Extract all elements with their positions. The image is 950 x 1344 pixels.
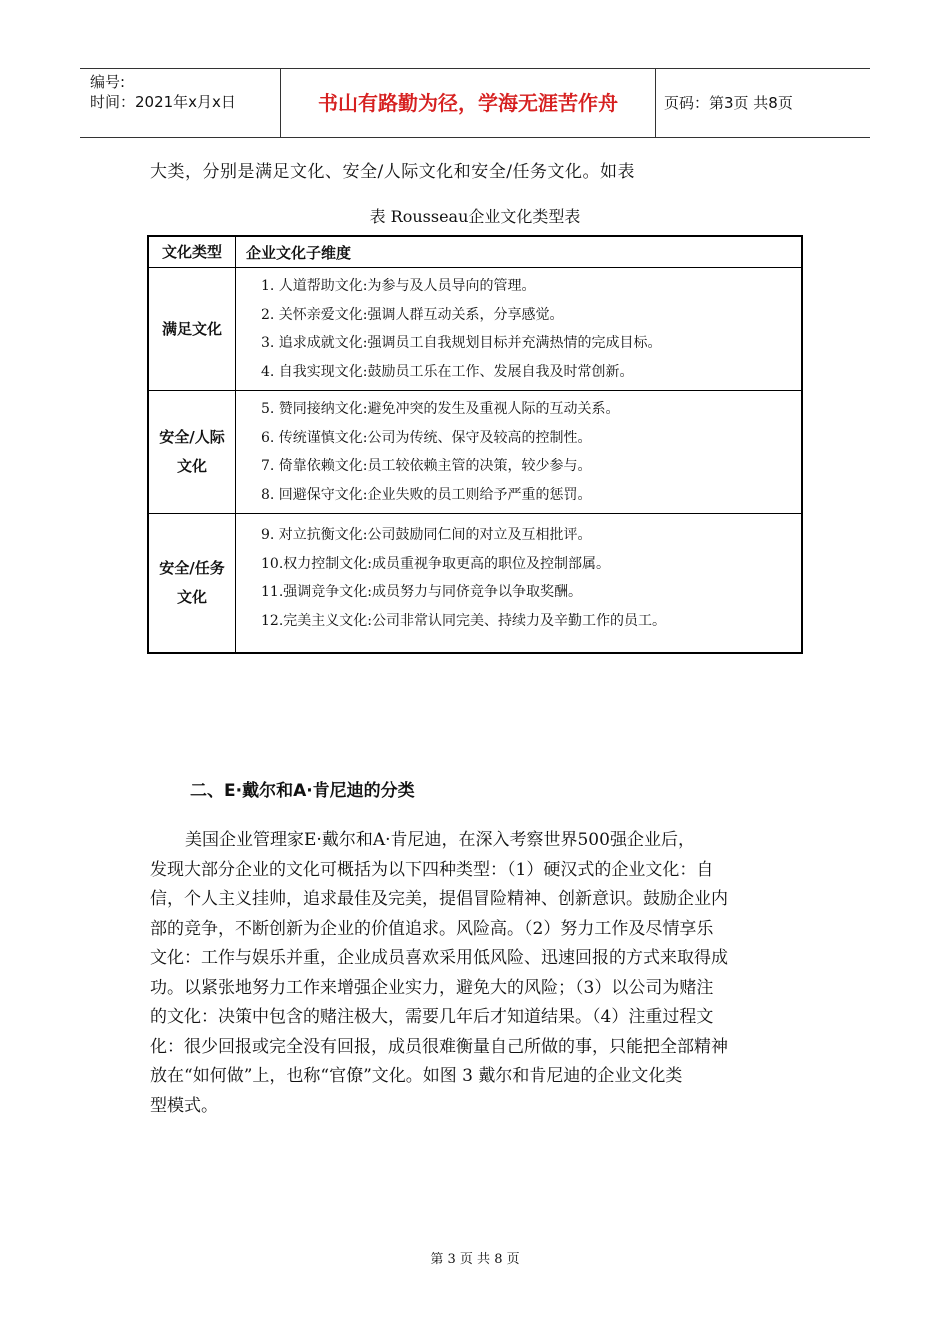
category-label: 安全/任务	[159, 559, 225, 577]
list-item: 4. 自我实现文化:鼓励员工乐在工作、发展自我及时常创新。	[261, 363, 634, 380]
header-page-info: 页码：第3页 共8页	[664, 94, 793, 112]
body-line: 文化：工作与娱乐并重，企业成员喜欢采用低风险、迅速回报的方式来取得成	[150, 948, 728, 968]
body-line: 化：很少回报或完全没有回报，成员很难衡量自己所做的事，只能把全部精神	[150, 1036, 728, 1057]
list-item: 11.强调竞争文化:成员努力与同侪竞争以争取奖酬。	[261, 584, 582, 600]
list-item: 1. 人道帮助文化:为参与及人员导向的管理。	[261, 278, 536, 294]
items-cell	[236, 514, 803, 654]
col-header-dimensions: 企业文化子维度	[236, 236, 803, 268]
serial-label: 编号:	[90, 73, 126, 91]
category-label: 满足文化	[161, 319, 222, 338]
table-row	[148, 268, 802, 391]
body-line: 的文化：决策中包含的赌注极大，需要几年后才知道结果。（4）注重过程文	[150, 1007, 714, 1027]
body-paragraph	[150, 826, 806, 1121]
header-divider	[655, 69, 656, 137]
category-cell	[148, 514, 236, 654]
page-header	[80, 68, 870, 138]
list-item: 2. 关怀亲爱文化:强调人群互动关系，分享感觉。	[261, 306, 564, 323]
list-item: 6. 传统谨慎文化:公司为传统、保守及较高的控制性。	[261, 429, 592, 446]
list-item: 10.权力控制文化:成员重视争取更高的职位及控制部属。	[261, 555, 610, 572]
header-motto: 书山有路勤为径，学海无涯苦作舟	[318, 91, 618, 115]
body-line: 型模式。	[150, 1095, 218, 1116]
table-header-row	[148, 236, 802, 268]
table-row	[148, 514, 802, 654]
list-item: 9. 对立抗衡文化:公司鼓励同仁间的对立及互相批评。	[261, 527, 592, 543]
items-cell	[236, 268, 803, 391]
col-header-type: 文化类型	[148, 236, 236, 268]
category-label: 安全/人际	[159, 428, 225, 446]
category-cell	[148, 391, 236, 514]
body-line: 信，个人主义挂帅，追求最佳及完美，提倡冒险精神、创新意识。鼓励企业内	[150, 889, 728, 909]
table-row	[148, 391, 802, 514]
list-item: 3. 追求成就文化:强调员工自我规划目标并充满热情的完成目标。	[261, 335, 662, 351]
body-line: 功。以紧张地努力工作来增强企业实力，避免大的风险；（3）以公司为赌注	[150, 977, 714, 998]
intro-paragraph: 大类，分别是满足文化、安全/人际文化和安全/任务文化。如表	[150, 162, 635, 182]
date-label: 时间：2021年x月x日	[90, 93, 236, 111]
body-line: 美国企业管理家E·戴尔和A·肯尼迪，在深入考察世界500强企业后，	[185, 830, 695, 850]
body-line: 放在“如何做”上，也称“官僚”文化。如图 3 戴尔和肯尼迪的企业文化类	[150, 1066, 683, 1086]
list-item: 7. 倚靠依赖文化:员工较依赖主管的决策，较少参与。	[261, 458, 592, 474]
section-title: 二、E·戴尔和A·肯尼迪的分类	[190, 781, 415, 801]
body-line: 部的竞争，不断创新为企业的价值追求。风险高。（2）努力工作及尽情享乐	[150, 918, 714, 939]
list-item: 5. 赞同接纳文化:避免冲突的发生及重视人际的互动关系。	[261, 401, 620, 417]
list-item: 8. 回避保守文化:企业失败的员工则给予严重的惩罚。	[261, 486, 592, 503]
body-line: 发现大部分企业的文化可概括为以下四种类型：（1）硬汉式的企业文化：自	[150, 859, 714, 880]
items-cell	[236, 391, 803, 514]
table-caption: 表 Rousseau企业文化类型表	[369, 207, 581, 226]
page-footer: 第 3 页 共 8 页	[430, 1252, 520, 1267]
list-item: 12.完美主义文化:公司非常认同完美、持续力及辛勤工作的员工。	[261, 612, 666, 629]
category-label-line2: 文化	[176, 588, 207, 606]
header-meta-cell	[80, 69, 280, 137]
culture-type-table	[147, 235, 803, 654]
category-label-line2: 文化	[176, 457, 207, 475]
category-cell	[148, 268, 236, 391]
